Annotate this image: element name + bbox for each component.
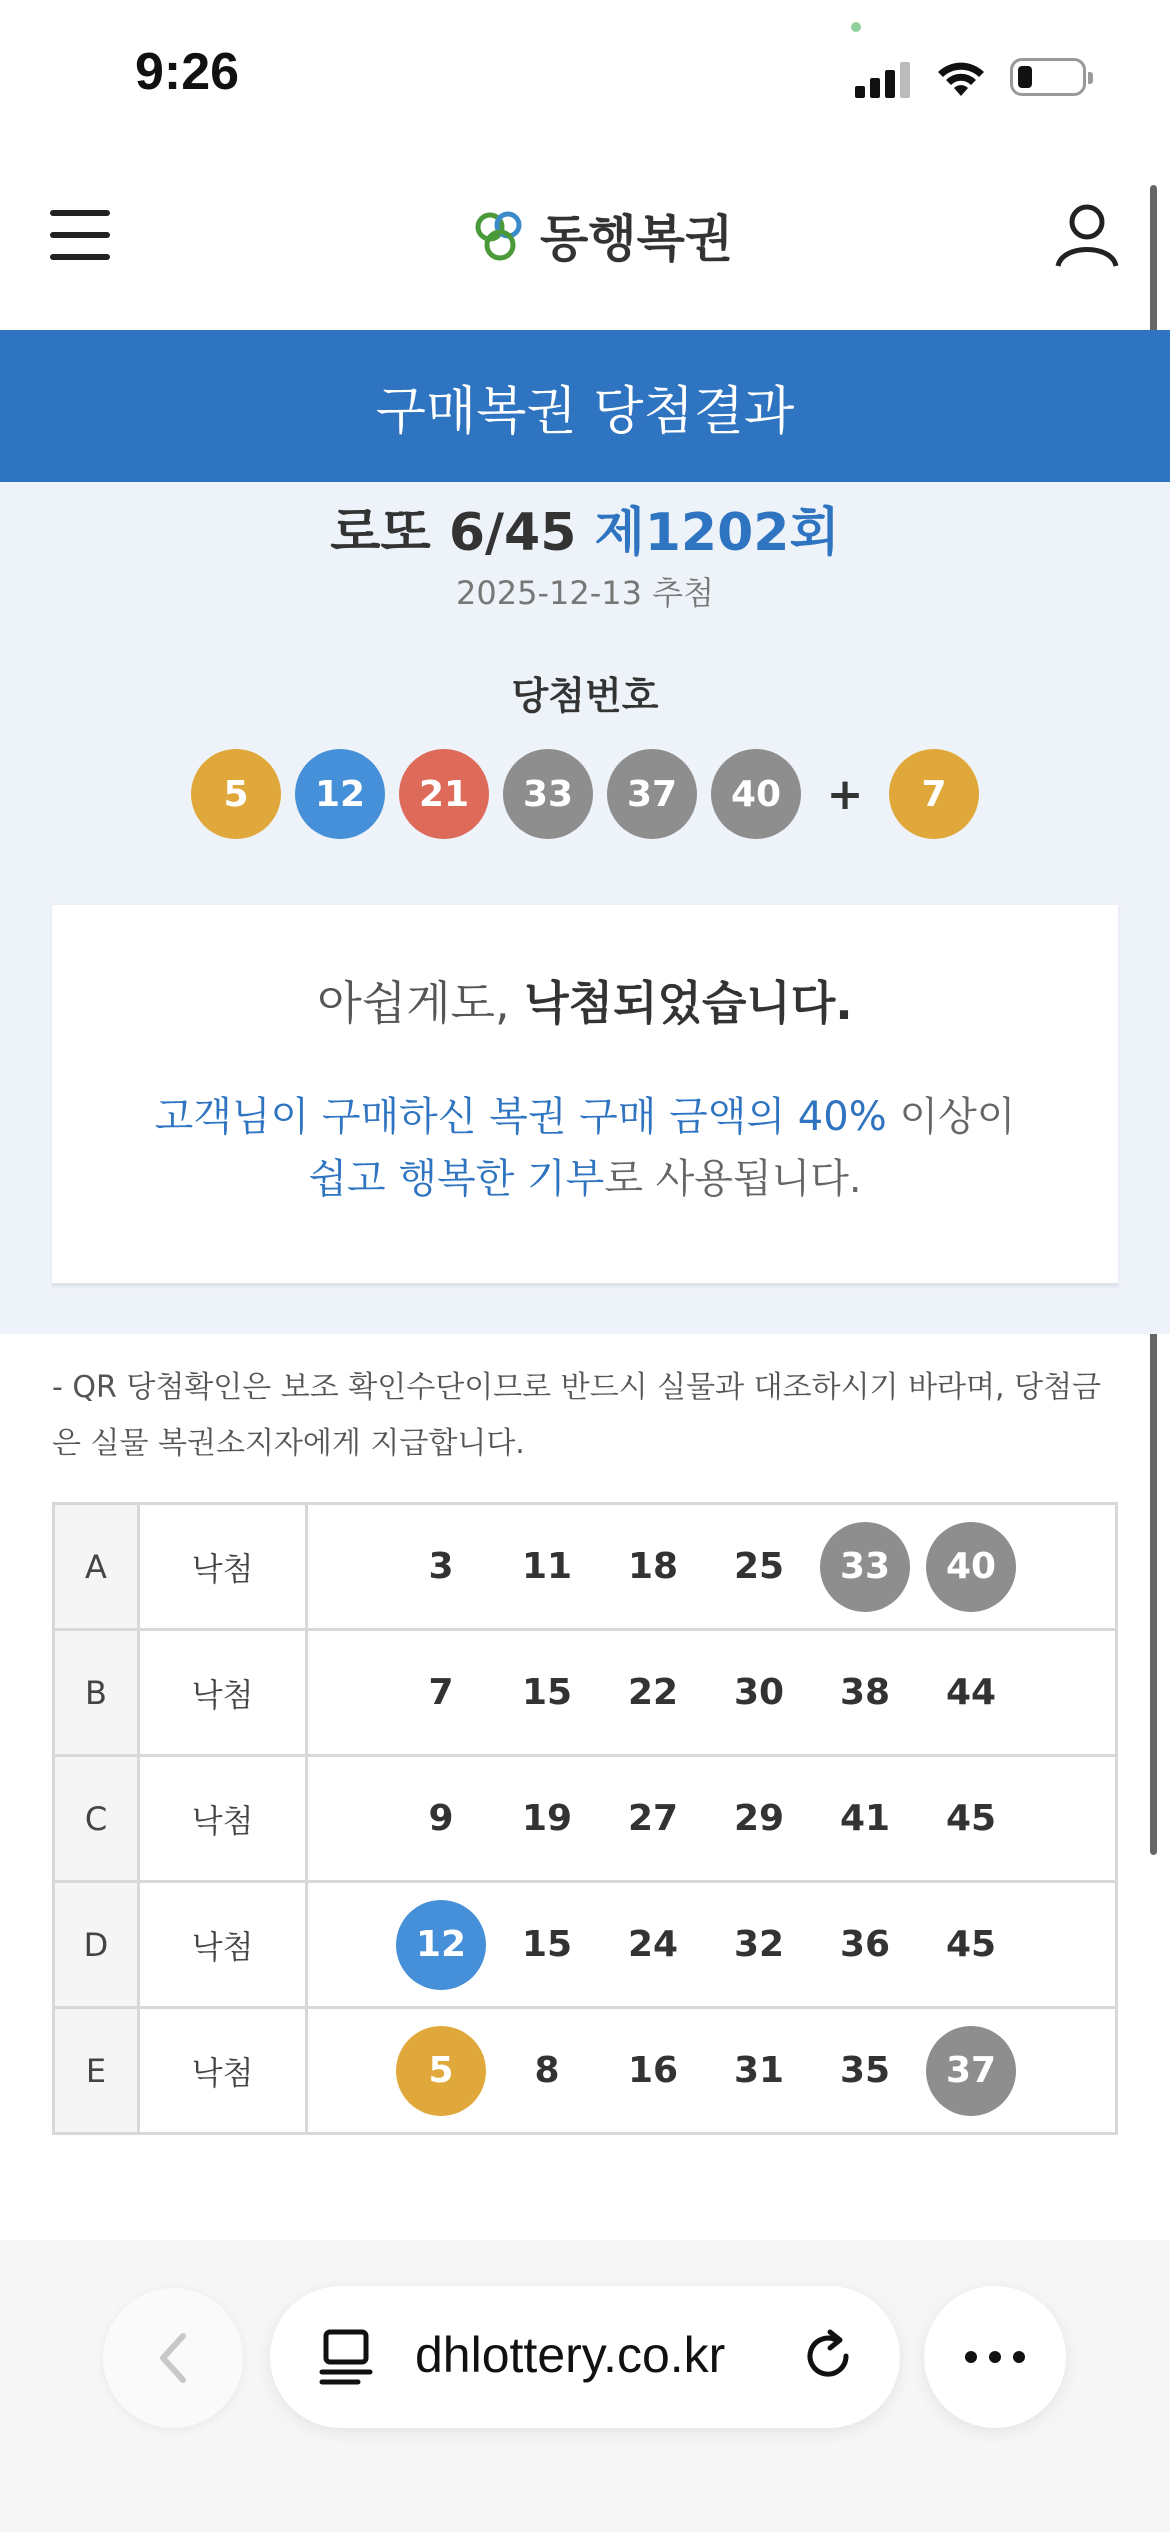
ticket-number: 7 (428, 1672, 454, 1713)
ticket-number: 22 (627, 1672, 679, 1713)
page-title: 구매복권 당첨결과 (0, 330, 1170, 482)
ticket-number: 8 (534, 2050, 560, 2091)
reload-icon[interactable] (798, 2326, 858, 2386)
ticket-result: 낙첨 (139, 2008, 307, 2134)
winning-ball: 21 (399, 749, 489, 839)
ticket-number: 41 (839, 1798, 891, 1839)
url-text: dhlottery.co.kr (415, 2327, 726, 2383)
matched-number: 40 (926, 1522, 1016, 1612)
ticket-numbers (307, 1630, 1117, 1756)
result-message-card (52, 905, 1118, 1286)
matched-number: 37 (926, 2026, 1016, 2116)
more-options-button[interactable] (924, 2286, 1066, 2428)
ticket-id: A (54, 1504, 139, 1630)
donation-text: 로 사용됩니다. (604, 1156, 862, 1202)
ticket-number: 38 (839, 1672, 891, 1713)
qr-notice: - QR 당첨확인은 보조 확인수단이므로 반드시 실물과 대조하시기 바라며, 당첨금은 실물 복권소지자에게 지급합니다. (52, 1370, 1102, 1461)
game-name: 로또 6/45 (330, 503, 577, 563)
ticket-number: 3 (428, 1546, 454, 1587)
round-number: 제1202회 (594, 503, 840, 563)
winning-ball: 5 (191, 749, 281, 839)
matched-number: 12 (396, 1900, 486, 1990)
donation-message-line1 (52, 1085, 1118, 1142)
cellular-signal-icon (855, 58, 915, 98)
ticket-numbers (307, 1882, 1117, 2008)
lotto-round-title (0, 490, 1170, 565)
wifi-icon (935, 56, 987, 98)
result-message-prefix: 아쉽게도, (317, 976, 510, 1030)
clover-logo-icon (470, 205, 530, 265)
ticket-number: 16 (627, 2050, 679, 2091)
ticket-result: 낙첨 (139, 1882, 307, 2008)
site-logo[interactable] (470, 200, 733, 270)
ticket-numbers (307, 2008, 1117, 2134)
ticket-row (54, 1756, 1117, 1882)
ticket-id: E (54, 2008, 139, 2134)
ticket-number: 25 (733, 1546, 785, 1587)
clock: 9:26 (135, 43, 240, 101)
donation-highlight: 고객님이 구매하신 복권 구매 금액의 40% (154, 1094, 887, 1140)
matched-number: 5 (396, 2026, 486, 2116)
ticket-number: 44 (945, 1672, 997, 1713)
battery-icon (1010, 58, 1086, 96)
back-button[interactable] (103, 2288, 243, 2428)
ticket-number: 11 (521, 1546, 573, 1587)
ticket-number: 45 (945, 1798, 997, 1839)
bonus-ball: 7 (889, 749, 979, 839)
winning-numbers (0, 748, 1170, 840)
ticket-number: 15 (521, 1924, 573, 1965)
ticket-row (54, 2008, 1117, 2134)
more-dot-icon (965, 2351, 977, 2363)
user-icon[interactable] (1052, 200, 1122, 270)
draw-date: 2025-12-13 추첨 (456, 574, 714, 612)
site-header (0, 150, 1170, 330)
ticket-number: 36 (839, 1924, 891, 1965)
chevron-left-icon (153, 2328, 193, 2388)
ticket-numbers (307, 1504, 1117, 1630)
ticket-number: 30 (733, 1672, 785, 1713)
logo-text: 동행복권 (540, 210, 734, 268)
ticket-row (54, 1630, 1117, 1756)
ticket-id: B (54, 1630, 139, 1756)
winning-numbers-label: 당첨번호 (511, 674, 659, 718)
address-bar[interactable] (270, 2286, 900, 2428)
ticket-number: 31 (733, 2050, 785, 2091)
ticket-number: 15 (521, 1672, 573, 1713)
result-message (52, 967, 1118, 1033)
winning-ball: 40 (711, 749, 801, 839)
result-message-status: 낙첨되었습니다. (524, 976, 853, 1030)
ticket-result: 낙첨 (139, 1504, 307, 1630)
status-bar (0, 0, 1170, 150)
privacy-indicator (851, 22, 861, 32)
more-dot-icon (1013, 2351, 1025, 2363)
more-dot-icon (989, 2351, 1001, 2363)
ticket-number: 19 (521, 1798, 573, 1839)
menu-icon[interactable] (50, 210, 110, 260)
plus-sign: + (826, 768, 864, 820)
ticket-row (54, 1504, 1117, 1630)
matched-number: 33 (820, 1522, 910, 1612)
ticket-result: 낙첨 (139, 1756, 307, 1882)
ticket-id: C (54, 1756, 139, 1882)
donation-message-line2 (52, 1147, 1118, 1204)
ticket-number: 24 (627, 1924, 679, 1965)
ticket-number: 32 (733, 1924, 785, 1965)
ticket-number: 35 (839, 2050, 891, 2091)
ticket-numbers (307, 1756, 1117, 1882)
ticket-number: 29 (733, 1798, 785, 1839)
ticket-number: 27 (627, 1798, 679, 1839)
ticket-row (54, 1882, 1117, 2008)
ticket-number: 18 (627, 1546, 679, 1587)
ticket-number: 9 (428, 1798, 454, 1839)
ticket-number: 45 (945, 1924, 997, 1965)
ticket-result: 낙첨 (139, 1630, 307, 1756)
donation-text: 이상이 (899, 1094, 1016, 1140)
reader-tabs-icon[interactable] (318, 2328, 374, 2386)
winning-ball: 37 (607, 749, 697, 839)
winning-ball: 12 (295, 749, 385, 839)
ticket-id: D (54, 1882, 139, 2008)
winning-ball: 33 (503, 749, 593, 839)
ticket-results-table (52, 1502, 1118, 2135)
donation-highlight: 쉽고 행복한 기부 (308, 1156, 605, 1202)
